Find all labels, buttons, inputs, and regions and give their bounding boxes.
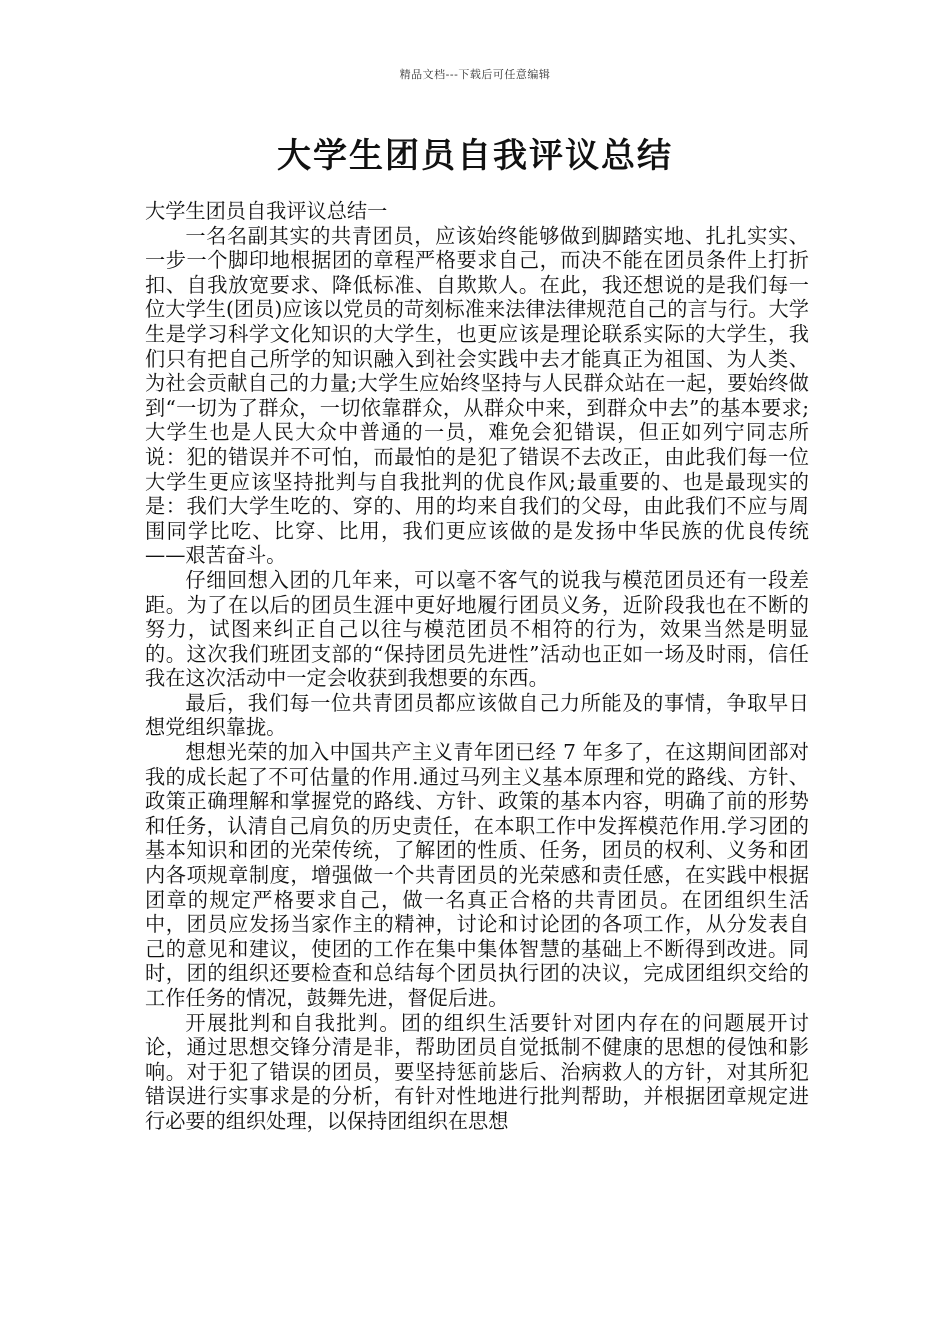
page-header-note: 精品文档---下载后可任意编辑 — [399, 68, 551, 81]
body-paragraph-1: 一名名副其实的共青团员，应该始终能够做到脚踏实地、扎扎实实、一步一个脚印地根据团的章程严格要求自己，而决不能在团员条件上打折扣、自我放宽要求、降低标准、自欺欺人。在此，我还想说的是我们每一位大学生(团员)应该以党员的苛刻标准来法律法律规范自己的言与行。大学生是学习科学文化知识的大学生，也更应该是理论联系实际的大学生，我们只有把自己所学的知识融入到社会实践中去才能真正为祖国、为人类、为社会贡献自己的力量;大学生应始终坚持与人民群众站在一起，要始终做到“一切为了群众，一切依靠群众，从群众中来，到群众中去”的基本要求;大学生也是人民大众中普通的一员，难免会犯错误，但正如列宁同志所说：犯的错误并不可怕，而最怕的是犯了错误不去改正，由此我们每一位大学生更应该坚持批判与自我批判的优良作风;最重要的、也是最现实的是：我们大学生吃的、穿的、用的均来自我们的父母，由此我们不应与周围同学比吃、比穿、比用，我们更应该做的是发扬中华民族的优良传统——艰苦奋斗。 — [145, 223, 809, 568]
body-paragraph-5: 开展批判和自我批判。团的组织生活要针对团内存在的问题展开讨论，通过思想交锋分清是非，帮助团员自觉抵制不健康的思想的侵蚀和影响。对于犯了错误的团员，要坚持惩前毖后、治病救人的方针，对其所犯错误进行实事求是的分析，有针对性地进行批判帮助，并根据团章规定进行必要的组织处理，以保持团组织在思想 — [145, 1010, 809, 1133]
section-subtitle: 大学生团员自我评议总结一 — [145, 199, 388, 223]
body-paragraph-3: 最后，我们每一位共青团员都应该做自己力所能及的事情，争取早日想党组织靠拢。 — [145, 690, 809, 740]
body-paragraph-2: 仔细回想入团的几年来，可以毫不客气的说我与模范团员还有一段差距。为了在以后的团员生涯中更好地履行团员义务，近阶段我也在不断的努力，试图来纠正自己以往与模范团员不相符的行为，效果当然是明显的。这次我们班团支部的“保持团员先进性”活动也正如一场及时雨，信任我在这次活动中一定会收获到我想要的东西。 — [145, 567, 809, 691]
body-paragraph-4: 想想光荣的加入中国共产主义青年团已经 7 年多了，在这期间团部对我的成长起了不可估量的作用.通过马列主义基本原理和党的路线、方针、政策正确理解和掌握党的路线、方针、政策的基本内容，明确了前的形势和任务，认清自己肩负的历史责任，在本职工作中发挥模范作用.学习团的基本知识和团的光荣传统，了解团的性质、任务，团员的权利、义务和团内各项规章制度，增强做一个共青团员的光荣感和责任感，在实践中根据团章的规定严格要求自己，做一名真正合格的共青团员。在团组织生活中，团员应发扬当家作主的精神，讨论和讨论团的各项工作，从分发表自己的意见和建议，使团的工作在集中集体智慧的基础上不断得到改进。同时，团的组织还要检查和总结每个团员执行团的决议，完成团组织交给的工作任务的情况，鼓舞先进，督促后进。 — [145, 740, 809, 1010]
document-body — [145, 199, 809, 1134]
document-title: 大学生团员自我评议总结 — [277, 136, 673, 176]
